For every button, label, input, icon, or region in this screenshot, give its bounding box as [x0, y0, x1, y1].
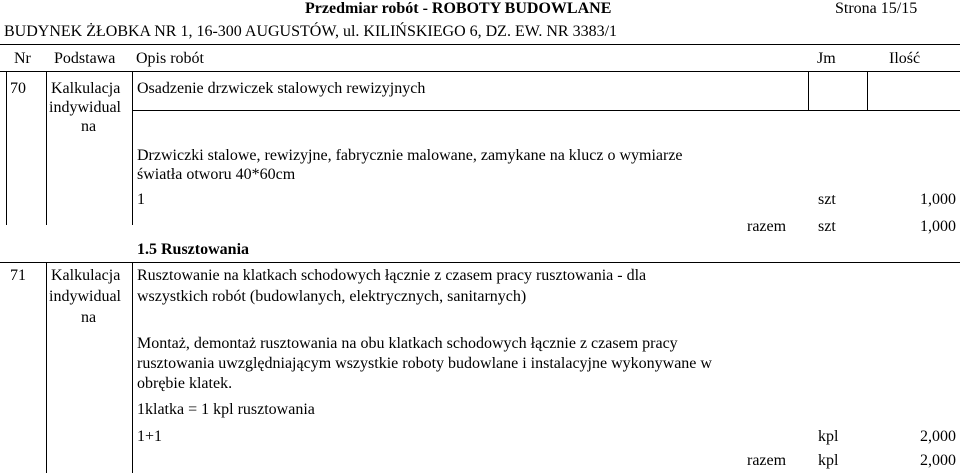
col-nr: Nr	[14, 50, 31, 67]
item-sum-label: razem	[747, 452, 787, 469]
item-basis-line: na	[81, 118, 97, 135]
item-nr: 70	[10, 80, 26, 97]
item-description-line: Drzwiczki stalowe, rewizyjne, fabrycznie malowane, zamykane na klucz o wymiarze	[137, 147, 683, 164]
item-calc: 1+1	[137, 428, 163, 445]
item-sum-qty: 2,000	[920, 452, 956, 469]
item-70-title-border	[132, 110, 960, 111]
item-title-line: wszystkich robót (budowlanych, elektrycznych, sanitarnych)	[137, 288, 527, 305]
col-opis: Opis robót	[136, 50, 204, 67]
item-71-nr-divider	[46, 262, 47, 473]
table-top-border	[0, 44, 960, 45]
header-bottom-border	[0, 71, 960, 72]
item-70-nr-divider	[46, 71, 47, 225]
item-unit: szt	[818, 191, 836, 208]
item-unit: kpl	[818, 428, 839, 445]
col-ilosc: Ilość	[889, 50, 921, 67]
item-sum-unit: szt	[818, 218, 836, 235]
section-bottom-border	[0, 262, 960, 263]
item-basis-line: indywidual	[49, 288, 121, 305]
item-71-basis-divider	[132, 262, 133, 473]
item-description-line: światła otworu 40*60cm	[137, 166, 296, 183]
item-calc: 1	[137, 191, 145, 208]
document-title: Przedmiar robót - ROBOTY BUDOWLANE	[305, 0, 612, 17]
item-title-line: Rusztowanie na klatkach schodowych łącznie z czasem pracy rusztowania - dla	[137, 267, 647, 284]
section-heading: 1.5 Rusztowania	[137, 241, 250, 258]
item-basis-line: na	[81, 309, 97, 326]
item-sum-label: razem	[747, 218, 787, 235]
item-sum-unit: kpl	[818, 452, 839, 469]
item-description-line: Montaż, demontaż rusztowania na obu klatkach schodowych łącznie z czasem pracy	[137, 335, 678, 352]
project-address: BUDYNEK ŻŁOBKA NR 1, 16-300 AUGUSTÓW, ul. KILIŃSKIEGO 6, DZ. EW. NR 3383/1	[4, 23, 618, 40]
col-podstawa: Podstawa	[54, 50, 116, 67]
item-basis-line: Kalkulacja	[51, 267, 121, 284]
item-sum-qty: 1,000	[920, 218, 956, 235]
item-qty: 1,000	[920, 191, 956, 208]
item-note: 1klatka = 1 kpl rusztowania	[137, 401, 315, 418]
item-nr: 71	[10, 267, 26, 284]
col-jm: Jm	[817, 50, 836, 67]
item-70-left-border	[6, 71, 7, 225]
item-basis-line: indywidual	[49, 99, 121, 116]
item-basis-line: Kalkulacja	[51, 80, 121, 97]
item-70-qty-divider	[867, 71, 868, 110]
item-70-jm-divider	[808, 71, 809, 110]
page-number: Strona 15/15	[835, 0, 918, 17]
item-70-basis-divider	[132, 71, 133, 225]
item-description-line: obrębie klatek.	[137, 375, 233, 392]
item-qty: 2,000	[920, 428, 956, 445]
item-description-line: rusztowania uwzględniającym wszystkie roboty budowlane i instalacyjne wykonywane w	[137, 355, 712, 372]
item-title: Osadzenie drzwiczek stalowych rewizyjnych	[137, 80, 426, 97]
